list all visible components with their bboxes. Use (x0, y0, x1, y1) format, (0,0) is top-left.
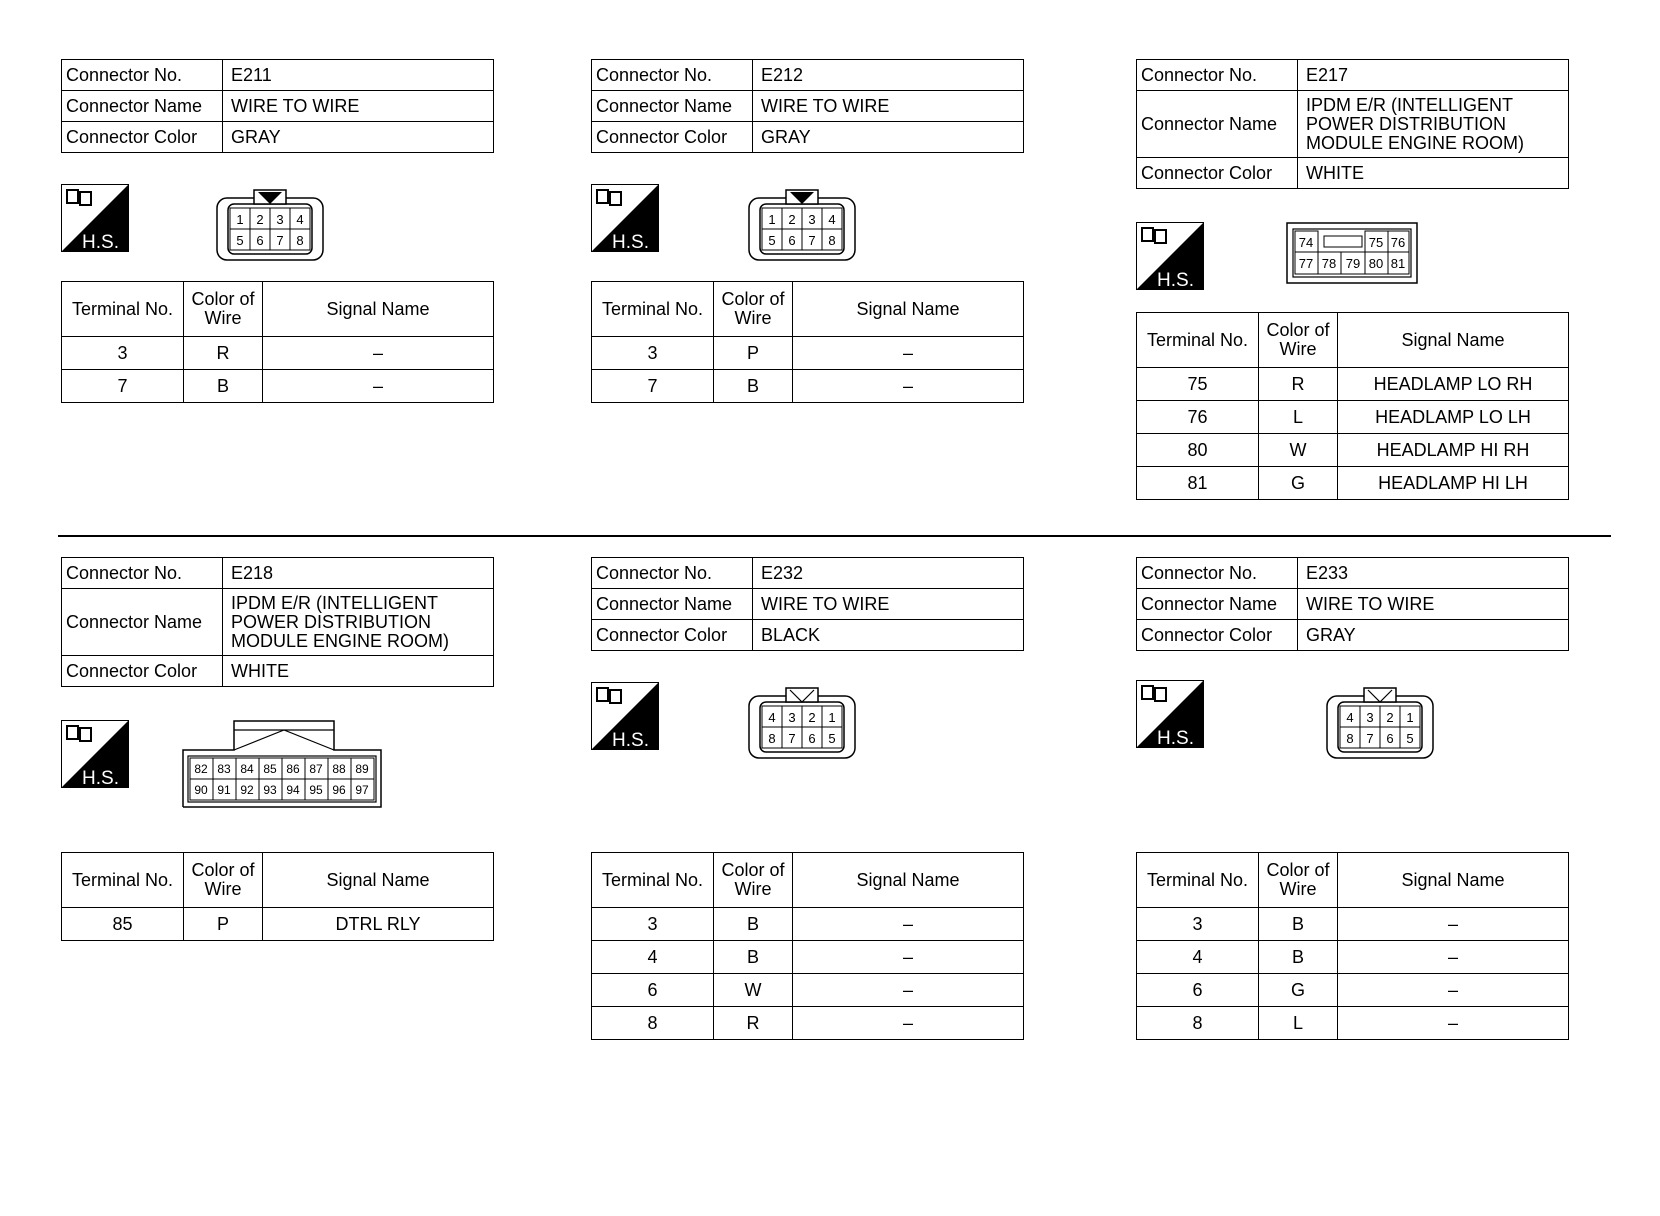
connector-e212-panel (591, 59, 1024, 153)
pin-label: 94 (286, 783, 300, 797)
connector-name-value: WIRE TO WIRE (753, 589, 1024, 620)
wire-color-cell: P (184, 908, 263, 941)
signal-name-header: Signal Name (793, 282, 1024, 337)
hs-label: H.S. (612, 730, 649, 750)
pin-label: 1 (236, 212, 244, 227)
terminal-cell: 3 (592, 908, 714, 941)
wire-color-cell: R (184, 337, 263, 370)
signal-name-header: Signal Name (263, 282, 494, 337)
connector-name-label: Connector Name (592, 589, 753, 620)
color-of-wire-header (714, 853, 793, 908)
connector-color-value: GRAY (223, 122, 494, 153)
hs-label: H.S. (1157, 270, 1194, 290)
connector-no-label: Connector No. (1137, 60, 1298, 91)
connector-name-value: WIRE TO WIRE (1298, 589, 1569, 620)
signal-cell: – (793, 337, 1024, 370)
color-of-wire-header (184, 282, 263, 337)
connector-info-table (61, 59, 494, 153)
header-line: Wire (734, 308, 772, 328)
terminal-no-header: Terminal No. (62, 282, 184, 337)
pin-label: 92 (240, 783, 254, 797)
header-line: Wire (1279, 339, 1317, 359)
terminal-cell: 80 (1137, 434, 1259, 467)
connector-face-diagram (748, 188, 856, 262)
table-row (592, 974, 1024, 1007)
connector-info-table (1136, 557, 1569, 651)
terminal-table-e218 (61, 852, 494, 941)
connector-no-label: Connector No. (62, 60, 223, 91)
pin-label: 7 (276, 233, 284, 248)
pin-label: 6 (808, 731, 816, 746)
connector-color-label: Connector Color (592, 122, 753, 153)
pin-label: 8 (296, 233, 304, 248)
pin-label: 84 (240, 762, 254, 776)
header-line: Color of (1266, 320, 1330, 340)
terminal-no-header: Terminal No. (1137, 313, 1259, 368)
pin-label: 3 (276, 212, 284, 227)
wire-color-cell: R (1259, 368, 1338, 401)
pin-label: 96 (332, 783, 346, 797)
signal-cell: HEADLAMP HI RH (1338, 434, 1569, 467)
connector-name-value: WIRE TO WIRE (223, 91, 494, 122)
pin-label: 8 (1346, 731, 1354, 746)
terminal-cell: 85 (62, 908, 184, 941)
wire-color-cell: W (714, 974, 793, 1007)
pin-label: 95 (309, 783, 323, 797)
pin-label: 4 (296, 212, 304, 227)
connector-name-label: Connector Name (62, 91, 223, 122)
connector-name-value: WIRE TO WIRE (753, 91, 1024, 122)
connector-no-value: E218 (223, 558, 494, 589)
signal-name-header: Signal Name (1338, 853, 1569, 908)
terminal-cell: 6 (592, 974, 714, 1007)
connector-name-label: Connector Name (1137, 91, 1298, 158)
pin-label: 5 (236, 233, 244, 248)
connector-no-value: E212 (753, 60, 1024, 91)
name-line: MODULE ENGINE ROOM) (1306, 132, 1525, 153)
table-row (1137, 941, 1569, 974)
pin-label: 3 (808, 212, 816, 227)
table-row (592, 370, 1024, 403)
pin-label: 2 (788, 212, 796, 227)
hs-label: H.S. (612, 232, 649, 252)
terminal-cell: 76 (1137, 401, 1259, 434)
harness-side-icon (61, 184, 129, 252)
connector-info-table (1136, 59, 1569, 189)
pin-label: 74 (1298, 235, 1314, 250)
terminal-no-header: Terminal No. (592, 282, 714, 337)
pin-label: 81 (1390, 256, 1406, 271)
connector-name-label: Connector Name (592, 91, 753, 122)
connector-name-label: Connector Name (62, 589, 223, 656)
pin-label: 7 (788, 731, 796, 746)
signal-cell: DTRL RLY (263, 908, 494, 941)
connector-name-label: Connector Name (1137, 589, 1298, 620)
signal-name-header: Signal Name (263, 853, 494, 908)
connector-no-value: E211 (223, 60, 494, 91)
header-line: Color of (191, 289, 255, 309)
terminal-no-header: Terminal No. (592, 853, 714, 908)
pin-label: 77 (1298, 256, 1314, 271)
terminal-cell: 3 (62, 337, 184, 370)
wire-color-cell: B (714, 370, 793, 403)
terminal-cell: 6 (1137, 974, 1259, 1007)
table-row (592, 1007, 1024, 1040)
connector-face-diagram (216, 188, 324, 262)
terminal-table-e232 (591, 852, 1024, 1040)
connector-e217-panel (1136, 59, 1569, 189)
connector-no-label: Connector No. (1137, 558, 1298, 589)
name-line: IPDM E/R (INTELLIGENT (231, 592, 439, 613)
wire-color-cell: L (1259, 401, 1338, 434)
hs-label: H.S. (82, 232, 119, 252)
name-line: IPDM E/R (INTELLIGENT (1306, 94, 1514, 115)
pin-label: 2 (1386, 710, 1394, 725)
harness-side-icon (61, 720, 129, 788)
signal-cell: – (1338, 941, 1569, 974)
name-line: POWER DISTRIBUTION (231, 611, 432, 632)
wire-color-cell: G (1259, 974, 1338, 1007)
pin-label: 79 (1345, 256, 1361, 271)
pin-label: 4 (1346, 710, 1354, 725)
harness-side-icon (1136, 680, 1204, 748)
connector-color-value: GRAY (753, 122, 1024, 153)
connector-color-label: Connector Color (62, 122, 223, 153)
connector-face-diagram (182, 720, 382, 808)
pin-label: 1 (828, 710, 836, 725)
table-row (1137, 908, 1569, 941)
table-row (1137, 467, 1569, 500)
pin-label: 5 (768, 233, 776, 248)
connector-color-label: Connector Color (1137, 620, 1298, 651)
connector-e218-panel (61, 557, 494, 687)
table-row (62, 370, 494, 403)
terminal-table-e217 (1136, 312, 1569, 500)
pin-label: 4 (828, 212, 836, 227)
connector-face-diagram (748, 686, 856, 760)
wire-color-cell: B (184, 370, 263, 403)
connector-color-value: GRAY (1298, 620, 1569, 651)
table-row (1137, 434, 1569, 467)
connector-face-diagram (1286, 222, 1418, 284)
wire-color-cell: B (1259, 908, 1338, 941)
pin-label: 6 (256, 233, 264, 248)
pin-label: 85 (263, 762, 277, 776)
connector-name-value (223, 589, 494, 656)
connector-info-table (591, 59, 1024, 153)
pin-label: 6 (788, 233, 796, 248)
signal-cell: – (793, 1007, 1024, 1040)
connector-no-label: Connector No. (592, 558, 753, 589)
pin-label: 5 (1406, 731, 1414, 746)
terminal-cell: 3 (1137, 908, 1259, 941)
pin-label: 4 (768, 710, 776, 725)
pin-label: 2 (256, 212, 264, 227)
pin-label: 3 (788, 710, 796, 725)
connector-color-label: Connector Color (592, 620, 753, 651)
terminal-cell: 81 (1137, 467, 1259, 500)
connector-color-value: WHITE (1298, 158, 1569, 189)
harness-side-icon (591, 184, 659, 252)
connector-no-label: Connector No. (62, 558, 223, 589)
connector-no-value: E233 (1298, 558, 1569, 589)
terminal-table-e211 (61, 281, 494, 403)
terminal-table-e233 (1136, 852, 1569, 1040)
pin-label: 7 (1366, 731, 1374, 746)
pin-label: 91 (217, 783, 231, 797)
table-row (1137, 974, 1569, 1007)
section-divider (58, 535, 1611, 537)
signal-cell: – (1338, 908, 1569, 941)
connector-no-value: E232 (753, 558, 1024, 589)
wire-color-cell: B (714, 941, 793, 974)
pin-label: 83 (217, 762, 231, 776)
pin-label: 5 (828, 731, 836, 746)
connector-no-label: Connector No. (592, 60, 753, 91)
table-row (592, 941, 1024, 974)
table-row (592, 337, 1024, 370)
signal-cell: – (263, 370, 494, 403)
pin-label: 86 (286, 762, 300, 776)
terminal-no-header: Terminal No. (62, 853, 184, 908)
pin-label: 1 (1406, 710, 1414, 725)
signal-cell: – (793, 908, 1024, 941)
signal-cell: HEADLAMP LO RH (1338, 368, 1569, 401)
signal-cell: – (793, 941, 1024, 974)
connector-color-value: BLACK (753, 620, 1024, 651)
header-line: Wire (204, 879, 242, 899)
pin-label: 76 (1390, 235, 1406, 250)
wire-color-cell: P (714, 337, 793, 370)
pin-label: 87 (309, 762, 323, 776)
pin-label: 8 (768, 731, 776, 746)
terminal-cell: 8 (592, 1007, 714, 1040)
wire-color-cell: G (1259, 467, 1338, 500)
hs-label: H.S. (82, 768, 119, 788)
pin-label: 82 (194, 762, 208, 776)
wire-color-cell: W (1259, 434, 1338, 467)
table-row (1137, 401, 1569, 434)
header-line: Wire (204, 308, 242, 328)
color-of-wire-header (1259, 313, 1338, 368)
header-line: Color of (721, 860, 785, 880)
header-line: Color of (191, 860, 255, 880)
color-of-wire-header (184, 853, 263, 908)
terminal-cell: 3 (592, 337, 714, 370)
pin-label: 88 (332, 762, 346, 776)
pin-label: 89 (355, 762, 369, 776)
signal-cell: HEADLAMP HI LH (1338, 467, 1569, 500)
signal-cell: HEADLAMP LO LH (1338, 401, 1569, 434)
header-line: Wire (1279, 879, 1317, 899)
terminal-cell: 7 (592, 370, 714, 403)
terminal-no-header: Terminal No. (1137, 853, 1259, 908)
connector-face-diagram (1326, 686, 1434, 760)
signal-cell: – (1338, 974, 1569, 1007)
header-line: Color of (1266, 860, 1330, 880)
pin-label: 3 (1366, 710, 1374, 725)
name-line: POWER DISTRIBUTION (1306, 113, 1507, 134)
pin-label: 78 (1321, 256, 1337, 271)
pin-label: 7 (808, 233, 816, 248)
connector-no-value: E217 (1298, 60, 1569, 91)
name-line: MODULE ENGINE ROOM) (231, 630, 450, 651)
connector-color-label: Connector Color (62, 656, 223, 687)
harness-side-icon (1136, 222, 1204, 290)
signal-name-header: Signal Name (1338, 313, 1569, 368)
signal-cell: – (793, 974, 1024, 1007)
wire-color-cell: R (714, 1007, 793, 1040)
harness-side-icon (591, 682, 659, 750)
pin-label: 6 (1386, 731, 1394, 746)
connector-color-value: WHITE (223, 656, 494, 687)
terminal-cell: 8 (1137, 1007, 1259, 1040)
color-of-wire-header (714, 282, 793, 337)
signal-cell: – (793, 370, 1024, 403)
header-line: Wire (734, 879, 772, 899)
table-row (1137, 1007, 1569, 1040)
connector-e232-panel (591, 557, 1024, 651)
wire-color-cell: B (1259, 941, 1338, 974)
table-row (62, 337, 494, 370)
wire-color-cell: L (1259, 1007, 1338, 1040)
connector-e233-panel (1136, 557, 1569, 651)
table-row (1137, 368, 1569, 401)
terminal-cell: 4 (1137, 941, 1259, 974)
pin-label: 90 (194, 783, 208, 797)
signal-name-header: Signal Name (793, 853, 1024, 908)
terminal-cell: 4 (592, 941, 714, 974)
terminal-table-e212 (591, 281, 1024, 403)
table-row (592, 908, 1024, 941)
connector-color-label: Connector Color (1137, 158, 1298, 189)
connector-info-table (591, 557, 1024, 651)
table-row (62, 908, 494, 941)
wire-color-cell: B (714, 908, 793, 941)
hs-label: H.S. (1157, 728, 1194, 748)
terminal-cell: 75 (1137, 368, 1259, 401)
color-of-wire-header (1259, 853, 1338, 908)
pin-label: 75 (1368, 235, 1384, 250)
signal-cell: – (263, 337, 494, 370)
connector-name-value (1298, 91, 1569, 158)
connector-e211-panel (61, 59, 494, 153)
terminal-cell: 7 (62, 370, 184, 403)
pin-label: 97 (355, 783, 369, 797)
pin-label: 2 (808, 710, 816, 725)
pin-label: 1 (768, 212, 776, 227)
connector-info-table (61, 557, 494, 687)
pin-label: 8 (828, 233, 836, 248)
signal-cell: – (1338, 1007, 1569, 1040)
pin-label: 93 (263, 783, 277, 797)
header-line: Color of (721, 289, 785, 309)
pin-label: 80 (1368, 256, 1384, 271)
